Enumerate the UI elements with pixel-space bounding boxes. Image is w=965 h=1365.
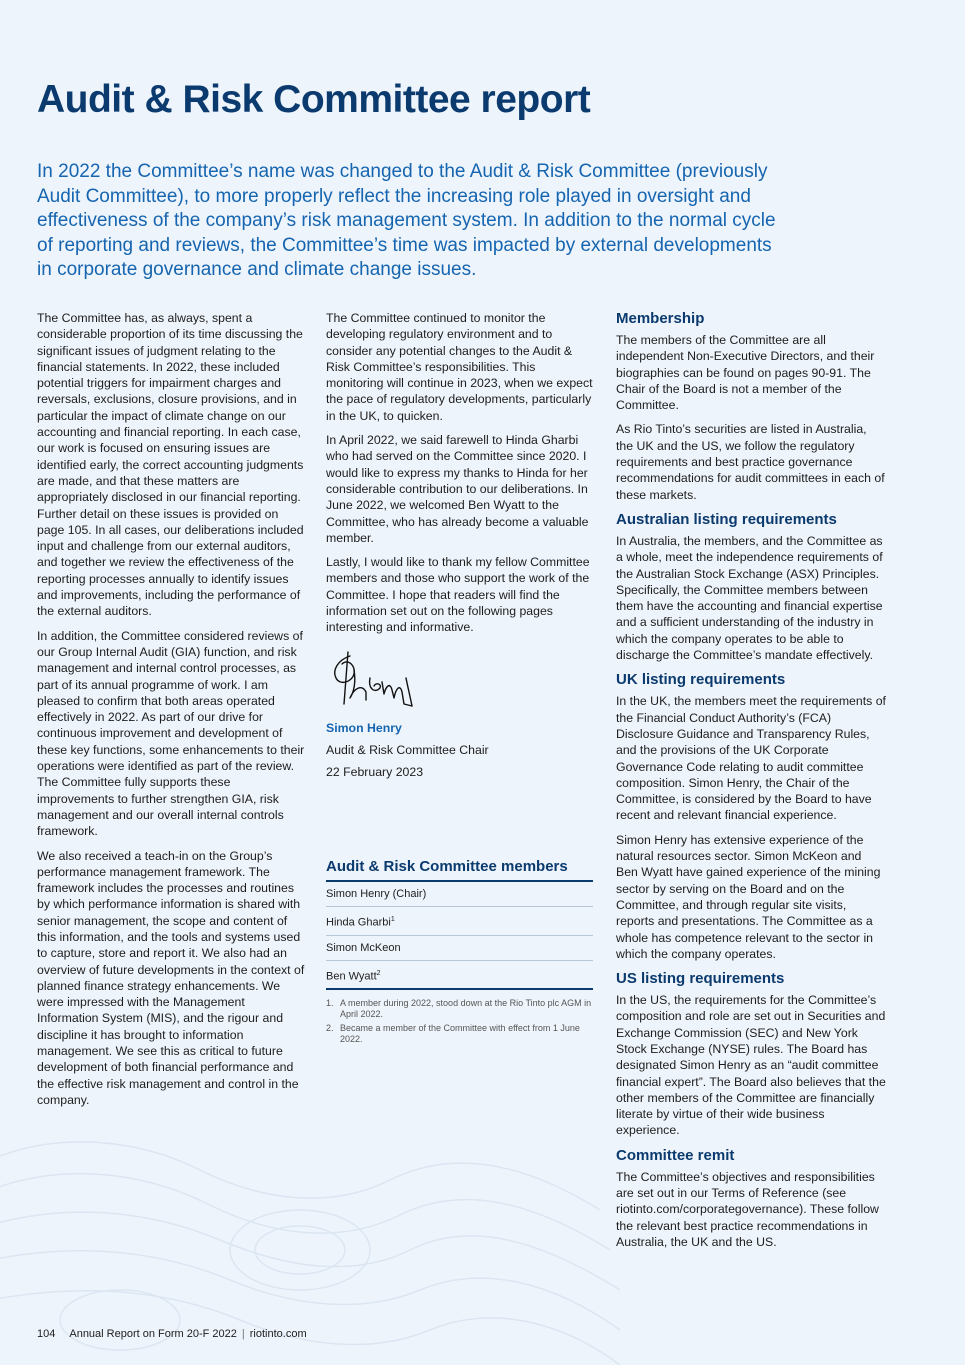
member-row: Simon McKeon xyxy=(326,936,593,961)
body-paragraph: In the UK, the members meet the requirements of the Financial Conduct Authority’s (FCA) Disclosure Guidance and Transparency Rules, and the provisions of the UK Corporate Governance Code relating to audit committee composition. Simon Henry, the Chair of the Committee, is considered by the Board to have recent and relevant financial experience. xyxy=(616,694,886,823)
member-row: Hinda Gharbi$^1$ xyxy=(326,907,593,936)
body-paragraph: In Australia, the members, and the Committee as a whole, meet the independence requirements of the Australian Stock Exchange (ASX) Principles. Specifically, the Committee members between them have the accounting and financial expertise and a sufficient understanding of the industry in which the company operates to be able to discharge the Committee’s mandate effectively. xyxy=(616,533,883,663)
lead-paragraph: In 2022 the Committee’s name was changed to the Audit & Risk Committee (previously Audit Committee), to more properly reflect the increasing role played in oversight and effectiveness of the company’s risk management system. In addition to the normal cycle of reporting and reviews, the Committee’s time was impacted by external developments in corporate governance and climate change issues. xyxy=(37,161,776,280)
body-paragraph: Lastly, I would like to thank my fellow Committee members and those who support the work of the Committee. I hope that readers will find the information set out on the following pages interesting and informative. xyxy=(326,555,590,635)
page-number: 104 xyxy=(37,1328,56,1340)
body-paragraph: In addition, the Committee considered reviews of our Group Internal Audit (GIA) function, and risk management and internal control processes, as part of its annual programme of work. I am pleased to confirm that both areas operated effectively in 2022. As part of our drive for continuous improvement and development of these key functions, some enhancements to their operations were identified as part of the review. The Committee fully supports these improvements to further strengthen GIA, risk management and our overall internal controls framework. xyxy=(37,628,305,839)
section-heading-committee-remit: Committee remit xyxy=(616,1146,735,1164)
footnotes xyxy=(326,998,593,1045)
page-footer xyxy=(37,1328,307,1340)
signer-role: Audit & Risk Committee Chair xyxy=(326,742,489,757)
member-row: Ben Wyatt$^2$ xyxy=(326,961,593,991)
section-heading-us-listing: US listing requirements xyxy=(616,970,785,988)
section-heading-uk-listing: UK listing requirements xyxy=(616,671,786,689)
member-row: Simon Henry (Chair) xyxy=(326,882,593,907)
body-paragraph: The Committee has, as always, spent a considerable proportion of its time discussing the significant issues of judgment relating to the financial statements. In 2022, these included potential triggers for impairment charges and reversals, exclusions, closure provisions, and in particular the impact of climate change on our accounting and financial reporting. In each case, our work is focused on ensuring issues are identified early, the correct accounting judgments are made, and that these matters are appropriately disclosed in our financial reporting. Further detail on these issues is provided on page 105. In all cases, our deliberations included input and challenge from our external auditors, and together we review the effectiveness of the reporting processes annually to identify issues and improvements, including the performance of the external auditors. xyxy=(37,311,304,619)
column-middle xyxy=(326,310,596,789)
members-list xyxy=(326,882,593,990)
column-right xyxy=(616,310,886,1258)
footer-website: riotinto.com xyxy=(249,1328,307,1340)
footer-document-title: Annual Report on Form 20-F 2022 xyxy=(69,1328,237,1340)
body-paragraph: The Committee continued to monitor the developing regulatory environment and to consider any potential changes to the Audit & Risk Committee’s responsibilities. This monitoring will continue in 2023, when we expect the pace of regulatory developments, particularly in the UK, to quicken. xyxy=(326,311,593,423)
members-box xyxy=(326,858,593,1048)
footnote: 1. A member during 2022, stood down at the Rio Tinto plc AGM in April 2022. xyxy=(326,998,592,1020)
section-heading-membership: Membership xyxy=(616,310,705,327)
signature-image xyxy=(328,648,420,710)
footer-separator: | xyxy=(241,1328,245,1340)
signature-date: 22 February 2023 xyxy=(326,765,424,780)
page-title: Audit & Risk Committee report xyxy=(37,78,591,121)
body-paragraph: In the US, the requirements for the Committee’s composition and role are set out in Securities and Exchange Commission (SEC) and New York Stock Exchange (NYSE) rules. The Board has designated Simon Henry as an “audit committee financial expert”. The Board also believes that the other members of the Committee are financially literate by virtue of their wide business experience. xyxy=(616,993,886,1138)
body-paragraph: As Rio Tinto’s securities are listed in Australia, the UK and the US, we follow the regulatory requirements and best practice governance recommendations for audit committees in each of these markets. xyxy=(616,422,885,502)
signer-name: Simon Henry xyxy=(326,720,402,735)
body-paragraph: The members of the Committee are all independent Non-Executive Directors, and their biographies can be found on pages 90-91. The Chair of the Board is not a member of the Committee. xyxy=(616,333,875,413)
body-paragraph: We also received a teach-in on the Group’s performance management framework. The framework includes the processes and routines by which performance information is shared with senior management, the scope and content of this information, and the tools and systems used to capture, store and report it. We also had an overview of future developments in the context of planned finance strategy enhancements. We were impressed with the Management Information System (MIS), and the rigour and discipline it has brought to information management. We see this as critical to future development of both financial performance and the effective risk management and control in the company. xyxy=(37,848,305,1107)
section-heading-australian-listing: Australian listing requirements xyxy=(616,510,837,528)
body-paragraph: Simon Henry has extensive experience of the natural resources sector. Simon McKeon and Ben Wyatt have gained experience of the mining sector by serving on the Board and on the Committee, and through regular site visits, reports and presentations. The Committee as a whole has competence relevant to the sector in which the company operates. xyxy=(616,832,881,961)
body-paragraph: The Committee’s objectives and responsibilities are set out in our Terms of Reference (see riotinto.com/corporategovernance). These follow the relevant best practice recommendations in Australia, the UK and the US. xyxy=(616,1169,879,1249)
footnote: 2. Became a member of the Committee with effect from 1 June 2022. xyxy=(326,1023,580,1045)
body-paragraph: In April 2022, we said farewell to Hinda Gharbi who had served on the Committee since 2020. I would like to express my thanks to Hinda for her considerable contribution to our deliberations. In June 2022, we welcomed Ben Wyatt to the Committee, who has already become a valuable member. xyxy=(326,433,589,545)
column-left xyxy=(37,310,305,1116)
members-title: Audit & Risk Committee members xyxy=(326,858,593,882)
